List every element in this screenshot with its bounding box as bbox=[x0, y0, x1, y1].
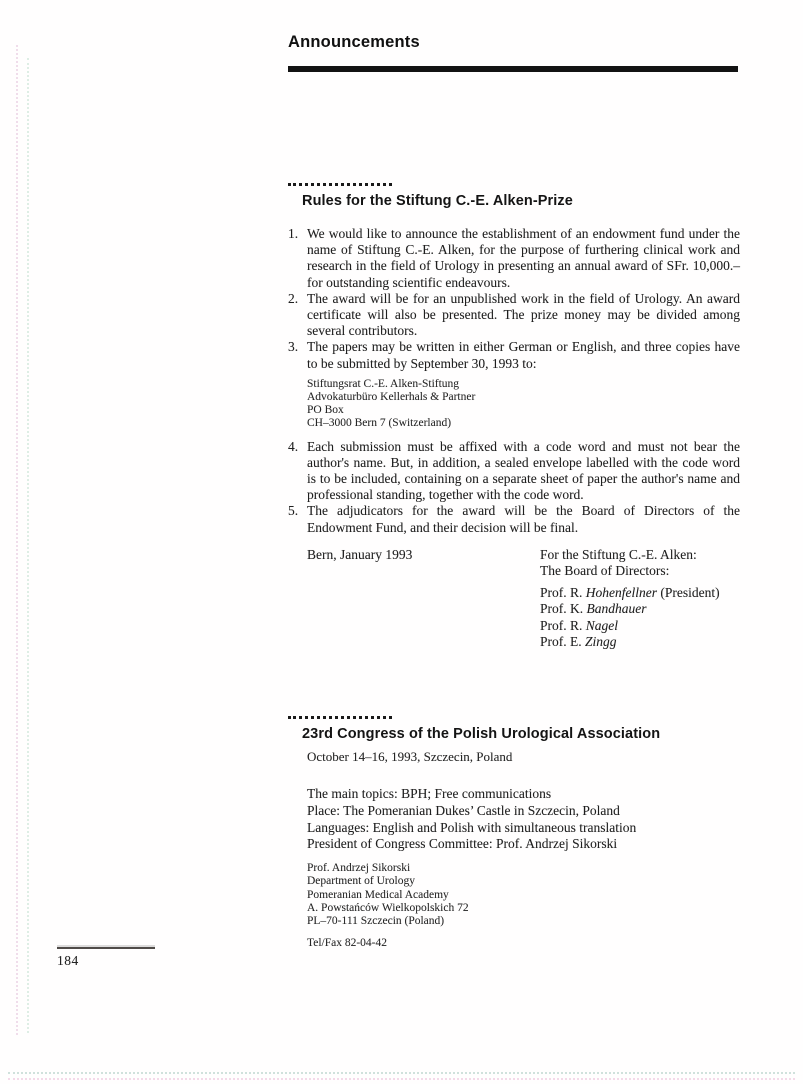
address-line: Prof. Andrzej Sikorski bbox=[307, 862, 411, 875]
director-suffix: (President) bbox=[657, 585, 720, 601]
list-item bbox=[288, 503, 740, 535]
header-rule bbox=[288, 66, 738, 72]
section-congress bbox=[288, 716, 740, 949]
address-line: PL–70-111 Szczecin (Poland) bbox=[307, 915, 445, 927]
signature-for-line: For the Stiftung C.-E. Alken: bbox=[540, 546, 697, 562]
prize-rules-list bbox=[288, 226, 740, 536]
page-title: Announcements bbox=[288, 33, 420, 51]
footer-rule bbox=[57, 947, 155, 949]
address-line: Department of Urology bbox=[307, 875, 415, 888]
dotted-leader bbox=[288, 716, 392, 719]
item-number: 3. bbox=[288, 339, 299, 355]
list-item bbox=[288, 291, 740, 340]
director-prefix: Prof. R. bbox=[540, 585, 586, 601]
directors-list bbox=[540, 585, 740, 650]
address-line: PO Box bbox=[307, 404, 344, 417]
congress-date-line: October 14–16, 1993, Szczecin, Poland bbox=[307, 749, 513, 764]
director-line bbox=[540, 634, 740, 650]
item-text: The papers may be written in either German or English, and three copies have to be submitted by September 30, 1993 to: bbox=[307, 339, 740, 371]
director-name: Bandhauer bbox=[586, 601, 647, 617]
congress-details bbox=[307, 786, 740, 853]
detail-line: Place: The Pomeranian Dukes’ Castle in Szczecin, Poland bbox=[307, 802, 620, 818]
item-number: 2. bbox=[288, 290, 299, 306]
director-line bbox=[540, 585, 740, 601]
address-line: Pomeranian Medical Academy bbox=[307, 888, 449, 901]
signature-place-date: Bern, January 1993 bbox=[307, 546, 413, 562]
detail-line: President of Congress Committee: Prof. Andrzej Sikorski bbox=[307, 836, 618, 852]
scan-noise-left-2 bbox=[27, 58, 29, 1033]
scan-noise-bottom-1 bbox=[8, 1072, 795, 1074]
list-item bbox=[288, 439, 740, 504]
director-prefix: Prof. R. bbox=[540, 617, 586, 633]
section-title: Rules for the Stiftung C.-E. Alken-Prize bbox=[302, 193, 573, 209]
address-line: Stiftungsrat C.-E. Alken-Stiftung bbox=[307, 377, 460, 390]
telfax-line: Tel/Fax 82-04-42 bbox=[307, 937, 388, 950]
contact-address bbox=[307, 862, 740, 928]
item-number: 4. bbox=[288, 438, 299, 454]
page-number: 184 bbox=[57, 953, 79, 968]
page-footer bbox=[57, 947, 155, 969]
director-prefix: Prof. E. bbox=[540, 633, 585, 649]
address-line: Advokaturbüro Kellerhals & Partner bbox=[307, 391, 476, 404]
item-text: The adjudicators for the award will be the Board of Directors of the Endowment Fund, and their decision will be final. bbox=[307, 503, 740, 535]
item-text: We would like to announce the establishment of an endowment fund under the name of Stiftung C.-E. Alken, for the purpose of furthering clinical work and research in the field of Urology in presenting an annual award of SFr. 10,000.– for outstanding scientific endeavours. bbox=[307, 226, 740, 290]
item-text: Each submission must be affixed with a code word and must not bear the author's name. But, in addition, a sealed envelope labelled with the code word is to be included, containing on a separate sheet of paper the author's name and professional standing, together with the code word. bbox=[307, 438, 740, 503]
scan-noise-left-1 bbox=[16, 45, 18, 1035]
section-title: 23rd Congress of the Polish Urological Association bbox=[302, 726, 661, 742]
list-item bbox=[288, 339, 740, 371]
director-name: Nagel bbox=[585, 617, 619, 633]
director-prefix: Prof. K. bbox=[540, 601, 587, 617]
director-line bbox=[540, 601, 740, 617]
director-line bbox=[540, 618, 740, 634]
signature-org-lines bbox=[540, 547, 740, 650]
detail-line: Languages: English and Polish with simultaneous translation bbox=[307, 819, 637, 835]
section-alken-prize bbox=[288, 183, 740, 650]
dotted-leader bbox=[288, 183, 392, 186]
address-line: A. Powstańców Wielkopolskich 72 bbox=[307, 901, 469, 914]
signature-block bbox=[307, 547, 740, 650]
item-number: 1. bbox=[288, 226, 299, 241]
director-name: Zingg bbox=[585, 633, 617, 649]
director-name: Hohenfellner bbox=[585, 585, 657, 601]
scan-noise-bottom-2 bbox=[8, 1078, 795, 1080]
item-number: 5. bbox=[288, 503, 299, 519]
list-item bbox=[288, 226, 740, 291]
signature-board-line: The Board of Directors: bbox=[540, 563, 670, 579]
submission-address bbox=[307, 378, 740, 431]
address-line: CH–3000 Bern 7 (Switzerland) bbox=[307, 417, 452, 430]
detail-line: The main topics: BPH; Free communications bbox=[307, 786, 552, 801]
item-text: The award will be for an unpublished work in the field of Urology. An award certificate will also be presented. The prize money may be divided among several contributors. bbox=[307, 290, 740, 339]
